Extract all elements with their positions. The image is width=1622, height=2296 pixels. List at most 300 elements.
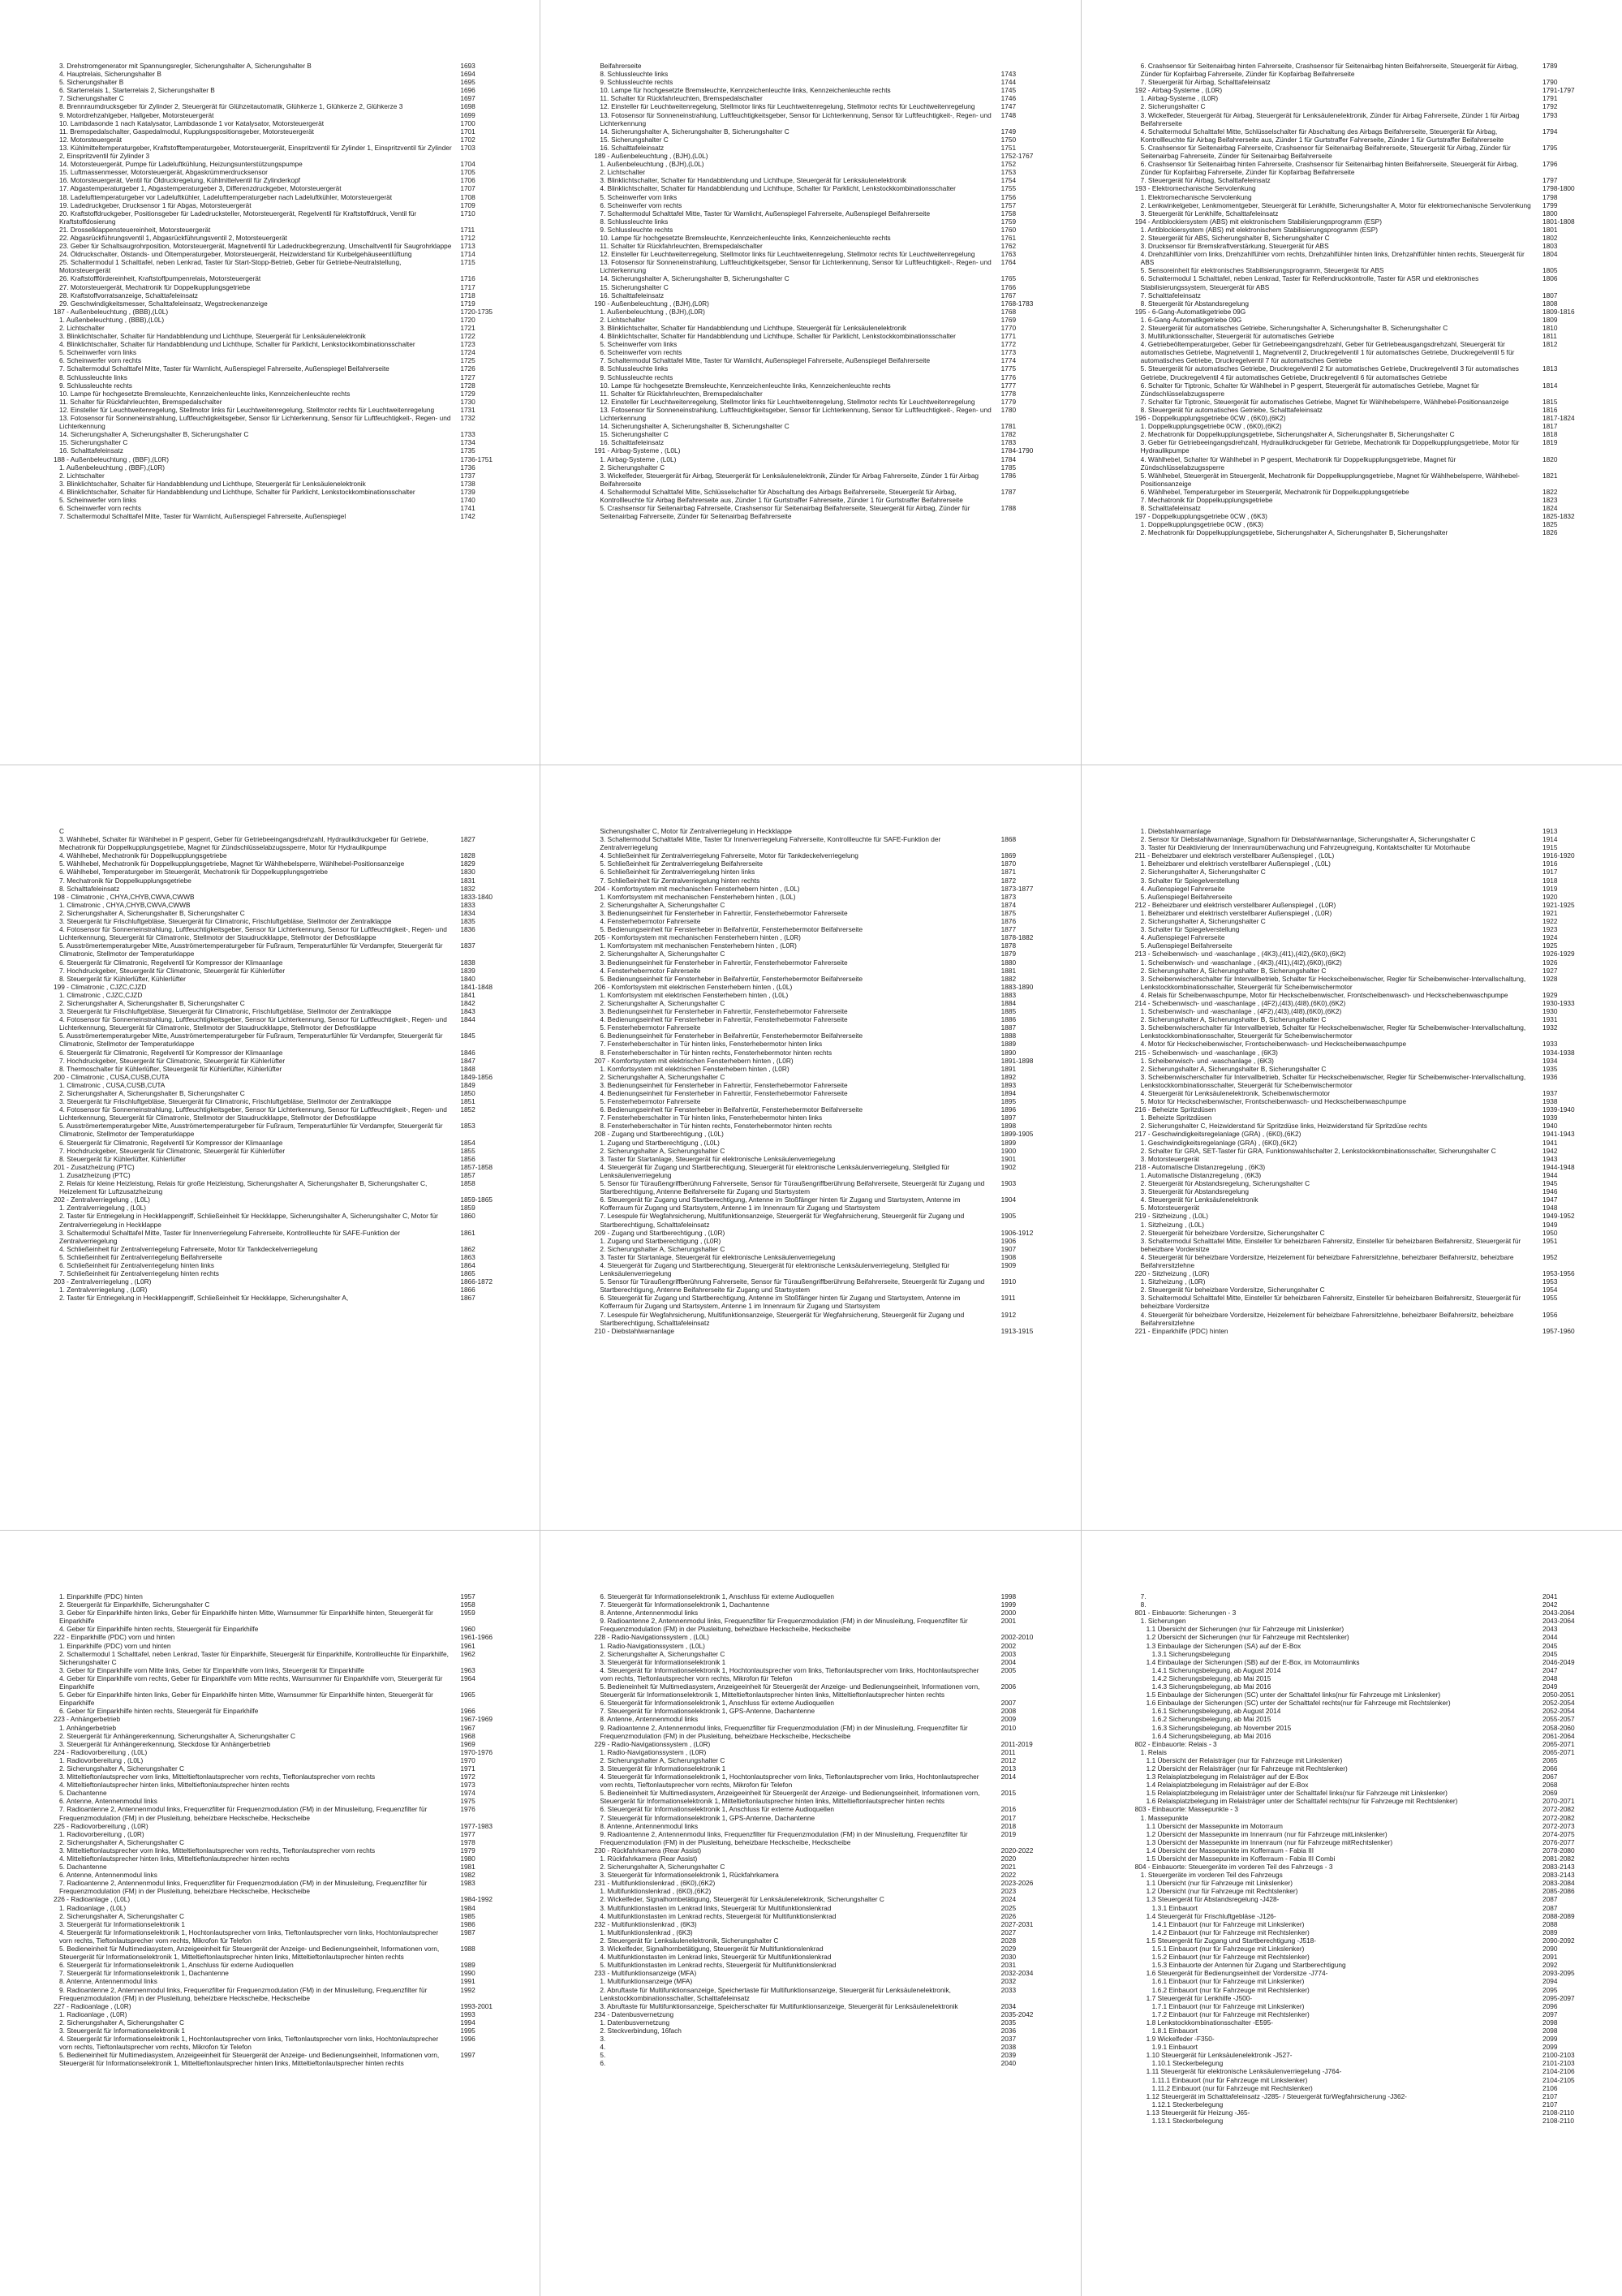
entry-title: 2. Taster für Entriegelung in Heckklappengriff, Schließeinheit für Heckklappe, Sicherungshalter A, Sicherungshalter C, Motor für Zentralverriegelung in Heckklappe bbox=[59, 1212, 438, 1229]
entry-title: 1. Climatronic , CUSA,CUSB,CUTA bbox=[59, 1080, 166, 1089]
entry-title: 3. Geber für Einparkhilfe vorn Mitte links, Geber für Einparkhilfe vorn links, Steuergerät für Einparkhilfe bbox=[59, 1665, 364, 1674]
entry-title: 8. Schalttafeleinsatz bbox=[59, 884, 120, 893]
entry-title: 26. Kraftstofffördereinheit, Kraftstoffpumpenrelais, Motorsteuergerät bbox=[59, 274, 261, 283]
entry-pages: 1912 bbox=[1000, 1310, 1017, 1319]
entry-title: 3. Scheibenwischerschalter für Intervallbetrieb, Schalter für Heckscheibenwischer, Regler für Scheibenwischer-Intervallschaltung, Lenkstockkombinationsschalter, Steuergerät für Scheibenwischermotor bbox=[1140, 1072, 1526, 1089]
entry-title: 16. Schalttafeleinsatz bbox=[600, 143, 665, 152]
index-entry bbox=[594, 348, 1052, 356]
entry-title: 1.7.2 Einbauort (nur für Fahrzeuge mit Rechtslenker) bbox=[1151, 2010, 1310, 2018]
entry-pages: 1809-1816 bbox=[1542, 307, 1575, 316]
index-entry bbox=[54, 1740, 512, 1748]
entry-pages: 1859 bbox=[460, 1204, 475, 1213]
entry-pages: 1955 bbox=[1542, 1294, 1558, 1303]
entry-title: 7. Radioantenne 2, Antennenmodul links, Frequenzfilter für Frequenzmodulation (FM) in der Minusleitung, Frequenzfilter für Frequenzmodulation (FM) in der Plusleitung, beheizbare Heckscheibe, Heckscheibe bbox=[59, 1879, 428, 1896]
entry-pages: 1769 bbox=[1000, 315, 1017, 324]
entry-title: 5. Dachantenne bbox=[59, 1789, 107, 1798]
index-entry bbox=[54, 160, 512, 168]
entry-title: 5. Außenspiegel Beifahrerseite bbox=[1140, 941, 1233, 950]
index-entry bbox=[1135, 455, 1594, 472]
entry-title: 5. Ausströmertemperaturgeber Mitte, Ausströmertemperaturgeber für Fußraum, Temperaturfühler für Verdampfer, Steuergerät für Climatronic, Stellmotor der Temperaturklappe bbox=[59, 1032, 443, 1049]
entry-title: 1.3 Steuergerät für Abstandsregelung -J428- bbox=[1146, 1895, 1280, 1904]
entry-pages: 1963 bbox=[460, 1665, 475, 1674]
index-entry bbox=[594, 925, 1052, 933]
entry-pages: 1819 bbox=[1542, 438, 1558, 447]
entry-title: 5. Sensor für Türaußengriffberührung Fahrerseite, Sensor für Türaußengriffberührung Beifahrerseite, Steuergerät für Zugang und Startberechtigung, Antenne Beifahrerseite für Zugang und Startsystem bbox=[600, 1179, 985, 1196]
entry-pages: 2098 bbox=[1542, 2018, 1558, 2027]
entry-title: 1. Komfortsystem mit mechanischen Fensterhebern hinten , (L0R) bbox=[600, 941, 797, 950]
entry-pages: 1702 bbox=[460, 135, 475, 144]
index-entry bbox=[594, 1707, 1052, 1715]
entry-pages: 1763 bbox=[1000, 250, 1017, 259]
entry-pages: 1943 bbox=[1542, 1154, 1558, 1163]
entry-title: 3. Mitteltieftonlautsprecher vorn links, Mitteltieftonlautsprecher vorn rechts, Tieftonlautsprecher vorn rechts bbox=[59, 1773, 376, 1781]
entry-title: 221 - Einparkhilfe (PDC) hinten bbox=[1134, 1326, 1228, 1335]
index-entry bbox=[594, 463, 1052, 472]
entry-pages: 1812 bbox=[1542, 340, 1558, 349]
index-entries bbox=[1135, 1592, 1594, 2125]
entry-pages: 2088-2089 bbox=[1542, 1911, 1575, 1920]
index-entry bbox=[54, 62, 512, 70]
entry-title: 7. Fensterheberschalter in Tür hinten links, Fensterhebermotor hinten links bbox=[600, 1040, 823, 1049]
entry-pages: 1953-1956 bbox=[1542, 1269, 1575, 1278]
entry-title: 3. Wählhebel, Schalter für Wählhebel in P gesperrt, Geber für Getriebeeingangsdrehzahl, Hydraulikdruckgeber für Getriebe, Mechatronik für Doppelkupplungsgetriebe, Magnet für Zündschlüsselabzugssperre, Motor für Hydraulikpumpe bbox=[59, 835, 428, 852]
entry-title: 226 - Radioanlage , (L0L) bbox=[54, 1895, 131, 1904]
index-entry bbox=[54, 1245, 512, 1253]
index-entry bbox=[54, 2051, 512, 2067]
entry-title: 804 - Einbauorte: Steuergeräte im vorderen Teil des Fahrzeugs - 3 bbox=[1134, 1863, 1333, 1872]
index-entry bbox=[594, 1245, 1052, 1253]
entry-pages: 2108-2110 bbox=[1542, 2117, 1575, 2125]
entry-pages: 1877 bbox=[1000, 925, 1017, 934]
index-entry bbox=[54, 438, 512, 446]
index-entry bbox=[54, 2027, 512, 2035]
entry-title: 1. Elektromechanische Servolenkung bbox=[1140, 192, 1252, 201]
entry-title: 4. Multifunktionstasten im Lenkrad links, Steuergerät für Multifunktionslenkrad bbox=[600, 1953, 832, 1962]
entry-title: 1. Massepunkte bbox=[1140, 1813, 1189, 1822]
entry-pages: 1853 bbox=[460, 1122, 475, 1131]
entry-title: 3. Schaltermodul Schalttafel Mitte, Taster für Innenverriegelung Fahrerseite, Kontrollleuchte für SAFE-Funktion der Zentralverriegelung bbox=[59, 1228, 400, 1245]
entry-title: 16. Schalttafeleinsatz bbox=[59, 446, 123, 455]
index-entry bbox=[594, 1863, 1052, 1871]
index-entry bbox=[594, 1650, 1052, 1658]
entry-title: 8. Steuergerät für Kühlerlüfter, Kühlerlüfter bbox=[59, 1154, 186, 1163]
index-entry bbox=[54, 1764, 512, 1773]
index-entry bbox=[1135, 1179, 1594, 1187]
entry-title: 5. Scheinwerfer vorn links bbox=[600, 340, 678, 349]
entry-title: 10. Lambdasonde 1 nach Katalysator, Lambdasonde 1 vor Katalysator, Motorsteuergerät bbox=[59, 118, 325, 127]
entry-title: 8. Schlussleuchte links bbox=[59, 373, 127, 381]
index-entry bbox=[54, 1846, 512, 1854]
entry-title: 8. Schlussleuchte links bbox=[600, 217, 669, 226]
entry-title: 1.6.2 Sicherungsbelegung, ab Mai 2015 bbox=[1151, 1715, 1271, 1724]
entry-title: 5. Dachantenne bbox=[59, 1863, 107, 1872]
entry-title: 231 - Multifunktionslenkrad , (6K0),(6K2) bbox=[594, 1879, 716, 1888]
index-entries bbox=[594, 62, 1052, 520]
entry-pages: 1830 bbox=[460, 868, 475, 877]
entry-title: 5. Scheinwerfer vorn links bbox=[600, 192, 678, 201]
entry-pages: 2083-2143 bbox=[1542, 1863, 1575, 1872]
entry-pages: 1883 bbox=[1000, 990, 1017, 999]
entry-title: 4. Steuergerät für Informationselektronik 1, Hochtonlautsprecher vorn links, Tieftonlautsprecher vorn links, Hochtonlautsprecher vorn rechts, Tieftonlautsprecher vorn rechts, Mikrofon für Telefon bbox=[600, 1773, 979, 1790]
index-entry bbox=[1135, 234, 1594, 242]
entry-pages: 1888 bbox=[1000, 1032, 1017, 1040]
entry-title: 206 - Komfortsystem mit elektrischen Fensterhebern hinten , (L0L) bbox=[594, 982, 793, 991]
entry-title: 13. Fotosensor für Sonneneinstrahlung, Luftfeuchtigkeitsgeber, Sensor für Lichterkennung, Sensor für Luftfeuchtigkeit-, Regen- und Lichterkennung bbox=[600, 110, 992, 127]
entry-pages: 1893 bbox=[1000, 1080, 1017, 1089]
index-entry bbox=[54, 893, 512, 901]
index-entry bbox=[54, 324, 512, 332]
entry-title: 3. Steuergerät für Abstandsregelung bbox=[1140, 1187, 1249, 1196]
index-entry bbox=[54, 925, 512, 941]
index-entry bbox=[594, 1097, 1052, 1105]
index-entry bbox=[594, 176, 1052, 184]
index-entry bbox=[54, 274, 512, 282]
entry-title: 24. Öldruckschalter, Ölstands- und Öltemperaturgeber, Motorsteuergerät, Heizwiderstand für Kurbelgehäuseentlüftung bbox=[59, 250, 412, 259]
entry-pages: 1961 bbox=[460, 1641, 475, 1650]
entry-pages: 2052-2054 bbox=[1542, 1699, 1575, 1708]
entry-title: 9. Motordrehzahlgeber, Hallgeber, Motorsteuergerät bbox=[59, 110, 214, 119]
entry-pages: 1940 bbox=[1542, 1122, 1558, 1131]
entry-pages: 2014 bbox=[1000, 1773, 1017, 1781]
entry-title: 2. Steuergerät für automatisches Getriebe, Sicherungshalter A, Sicherungshalter B, Sicherungshalter C bbox=[1140, 324, 1448, 332]
entry-pages: 2034 bbox=[1000, 2001, 1017, 2010]
entry-title: 6. Schalter für Tiptronic, Schalter für Wählhebel in P gesperrt, Steuergerät für automatisches Getriebe, Magnet für Zündschlüsselabzugssperre bbox=[1140, 381, 1479, 398]
index-entry bbox=[1135, 1139, 1594, 1147]
entry-title: 2. Sicherungshalter C, Heizwiderstand für Spritzdüse links, Heizwiderstand für Spritzdüse rechts bbox=[1140, 1122, 1427, 1131]
entry-pages: 1732 bbox=[460, 414, 475, 423]
entry-pages: 1973 bbox=[460, 1781, 475, 1790]
index-entry bbox=[1135, 1057, 1594, 1065]
entry-title: 4. Hauptrelais, Sicherungshalter B bbox=[59, 70, 161, 79]
entry-title: 11. Schalter für Rückfahrleuchten, Bremspedalschalter bbox=[59, 397, 222, 406]
entry-title: 2. Steuergerät für beheizbare Vordersitze, Sicherungshalter C bbox=[1140, 1228, 1325, 1237]
entry-title: 4. Steuergerät für beheizbare Vordersitze, Heizelement für beheizbare Fahrersitzlehne, beheizbarer Beifahrersitz, beheizbare Beifahrersitzlehne bbox=[1140, 1252, 1514, 1269]
entry-pages: 1975 bbox=[460, 1797, 475, 1806]
entry-pages: 2095 bbox=[1542, 1985, 1558, 1994]
entry-title: 803 - Einbauorte: Massepunkte - 3 bbox=[1134, 1805, 1238, 1814]
entry-title: 3. Abruftaste für Multifunktionsanzeige, Speicherschalter für Multifunktionsanzeige, Steuergerät für Lenksäulenelektronik bbox=[600, 2001, 958, 2010]
entry-pages: 1710 bbox=[460, 209, 475, 218]
entry-title: 2. Steuergerät für Einparkhilfe, Sicherungshalter C bbox=[59, 1600, 210, 1609]
index-entry bbox=[594, 999, 1052, 1007]
entry-pages: 1805 bbox=[1542, 266, 1558, 275]
entry-title: 10. Lampe für hochgesetzte Bremsleuchte, Kennzeichenleuchte links, Kennzeichenleuchte rechts bbox=[600, 381, 891, 390]
entry-pages: 1740 bbox=[460, 495, 475, 504]
entry-pages: 1696 bbox=[460, 86, 475, 95]
entry-pages: 2094 bbox=[1542, 1977, 1558, 1986]
index-page-2 bbox=[540, 0, 1081, 765]
entry-pages: 1866-1872 bbox=[460, 1277, 493, 1286]
index-entry bbox=[594, 398, 1052, 406]
entry-pages: 1995 bbox=[460, 2026, 475, 2035]
entry-pages: 2023-2026 bbox=[1000, 1879, 1034, 1888]
entry-pages: 2061-2064 bbox=[1542, 1731, 1575, 1740]
entry-title: 6. Steuergerät für Informationselektronik 1, Anschluss für externe Audioquellen bbox=[600, 1592, 835, 1600]
entry-pages: 1935 bbox=[1542, 1064, 1558, 1073]
entry-title: 4. Drehzahlfühler vorn links, Drehzahlfühler vorn rechts, Drehzahlfühler hinten links, Drehzahlfühler hinten rechts, Steuergerät für ABS bbox=[1140, 250, 1525, 267]
index-entry bbox=[54, 1904, 512, 1912]
entry-title: 1. Radio-Navigationssystem , (L0R) bbox=[600, 1747, 707, 1756]
entry-pages: 2055-2057 bbox=[1542, 1715, 1575, 1724]
entry-pages: 1922 bbox=[1542, 917, 1558, 926]
index-entry bbox=[1135, 917, 1594, 925]
entry-title: 1.4.3 Sicherungsbelegung, ab Mai 2016 bbox=[1151, 1682, 1271, 1691]
index-entry bbox=[594, 1895, 1052, 1903]
entry-title: 218 - Automatische Distanzregelung , (6K3) bbox=[1134, 1162, 1266, 1171]
index-entry bbox=[594, 1822, 1052, 1830]
index-entry bbox=[1135, 893, 1594, 901]
index-entry bbox=[594, 859, 1052, 868]
entry-title: 230 - Rückfahrkamera (Rear Assist) bbox=[594, 1846, 702, 1854]
index-entry bbox=[594, 242, 1052, 250]
index-entry bbox=[594, 356, 1052, 364]
entry-title: 1. Zentralverriegelung , (L0L) bbox=[59, 1204, 146, 1213]
entry-pages: 2083-2143 bbox=[1542, 1871, 1575, 1880]
entry-title: 229 - Radio-Navigationssystem , (L0R) bbox=[594, 1739, 711, 1748]
entry-pages: 2010 bbox=[1000, 1723, 1017, 1732]
entry-title: 8. Antenne, Antennenmodul links bbox=[600, 1821, 699, 1830]
entry-pages: 1994 bbox=[460, 2018, 475, 2027]
entry-title: 2. Relais für kleine Heizleistung, Relais für große Heizleistung, Sicherungshalter A, Sicherungshalter B, Sicherungshalter C, Heizelement für Luftzusatzheizung bbox=[59, 1179, 428, 1196]
index-entry bbox=[1135, 324, 1594, 332]
index-entry bbox=[54, 851, 512, 859]
index-entry bbox=[594, 1715, 1052, 1723]
index-entry bbox=[54, 2002, 512, 2010]
entry-title: 25. Schaltermodul 1 Schalttafel, neben Lenkrad, Taster für Start-Stopp-Betrieb, Geber für Getriebe-Neutralstellung, Motorsteuergerät bbox=[59, 258, 402, 275]
index-entry bbox=[1135, 877, 1594, 885]
index-entry bbox=[594, 1756, 1052, 1764]
index-entry bbox=[54, 299, 512, 308]
entry-title: 2. Sicherungshalter A, Sicherungshalter B, Sicherungshalter C bbox=[1140, 1064, 1327, 1073]
entry-title: 21. Drosselklappensteuereinheit, Motorsteuergerät bbox=[59, 225, 211, 234]
entry-pages: 1900 bbox=[1000, 1146, 1017, 1155]
entry-pages: 1701 bbox=[460, 127, 475, 136]
entry-pages: 1714 bbox=[460, 250, 475, 259]
entry-pages: 1908 bbox=[1000, 1252, 1017, 1261]
index-entry bbox=[594, 209, 1052, 218]
index-entry bbox=[594, 901, 1052, 909]
entry-pages: 1815 bbox=[1542, 397, 1558, 406]
entry-title: 8. Antenne, Antennenmodul links bbox=[59, 1977, 157, 1986]
index-entry bbox=[1135, 1822, 1594, 1830]
entry-pages: 1887 bbox=[1000, 1023, 1017, 1032]
index-entry bbox=[1135, 111, 1594, 127]
index-entry bbox=[594, 1969, 1052, 1977]
entry-title: 1.6 Steuergerät für Bedienungseinheit der Vordersitze -J774- bbox=[1146, 1969, 1328, 1978]
entry-title: 4. Steuergerät für Zugang und Startberechtigung, Steuergerät für elektronische Lenksäulenverriegelung, Stellglied für Lenksäulenverriegelung bbox=[600, 1260, 950, 1278]
entry-title: 7. Hochdruckgeber, Steuergerät für Climatronic, Steuergerät für Kühlerlüfter bbox=[59, 1146, 286, 1155]
entry-pages: 1794 bbox=[1542, 127, 1558, 136]
entry-title: 6. bbox=[600, 2059, 606, 2068]
index-entry bbox=[594, 1163, 1052, 1179]
entry-pages: 1736-1751 bbox=[460, 454, 493, 463]
entry-pages: 1938 bbox=[1542, 1097, 1558, 1106]
entry-pages: 1917 bbox=[1542, 868, 1558, 877]
entry-title: 16. Motorsteuergerät, Ventil für Öldruckregelung, Kühlmittelventil für Zylinderkopf bbox=[59, 176, 300, 185]
entry-title: 4. Außenspiegel Fahrerseite bbox=[1140, 933, 1225, 942]
entry-pages: 1861 bbox=[460, 1228, 475, 1237]
entry-pages: 1785 bbox=[1000, 463, 1017, 472]
index-entry bbox=[1135, 1724, 1594, 1732]
entry-title: 5. Steuergerät für automatisches Getriebe, Druckregelventil 2 für automatisches Getriebe, Druckregelventil 3 für automatisches Getriebe, Druckregelventil 4 für automatisches Getriebe, Druckregelventil 6 für automatisches Getriebe bbox=[1140, 364, 1519, 381]
index-entry bbox=[1135, 2100, 1594, 2109]
entry-title: 5. Crashsensor für Seitenairbag Fahrerseite, Crashsensor für Seitenairbag Beifahrerseite, Steuergerät für Airbag, Zünder für Seitenairbag Fahrerseite, Zünder für Seitenairbag Beifahrerseite bbox=[600, 504, 970, 521]
index-entry bbox=[54, 78, 512, 86]
entry-pages: 1738 bbox=[460, 479, 475, 488]
entry-title: 3. Blinklichtschalter, Schalter für Handabblendung und Lichthupe, Steuergerät für Lenksäulenelektronik bbox=[59, 479, 366, 488]
entry-pages: 1810 bbox=[1542, 324, 1558, 332]
entry-title: 3. Wickelfeder, Steuergerät für Airbag, Steuergerät für Lenksäulenelektronik, Zünder für Airbag Fahrerseite, Zünder 1 für Airbag Beifahrerseite bbox=[1140, 110, 1520, 127]
entry-pages: 1752 bbox=[1000, 160, 1017, 169]
index-page-5 bbox=[540, 765, 1081, 1531]
entry-pages: 1982 bbox=[460, 1871, 475, 1880]
entry-pages: 1906-1912 bbox=[1000, 1228, 1034, 1237]
index-entry bbox=[54, 917, 512, 925]
index-entry bbox=[594, 1057, 1052, 1065]
entry-pages: 1731 bbox=[460, 405, 475, 414]
entry-pages: 1881 bbox=[1000, 966, 1017, 975]
entry-pages: 2072-2082 bbox=[1542, 1805, 1575, 1814]
entry-pages: 1728 bbox=[460, 381, 475, 390]
index-entry bbox=[1135, 909, 1594, 917]
entry-title: 12. Einsteller für Leuchtweitenregelung, Stellmotor links für Leuchtweitenregelung, Stellmotor rechts für Leuchtweitenregelung bbox=[600, 397, 975, 406]
entry-pages: 1929 bbox=[1542, 990, 1558, 999]
entry-pages: 1852 bbox=[460, 1105, 475, 1114]
entry-pages: 1788 bbox=[1000, 504, 1017, 513]
entry-title: 2. Sensor für Diebstahlwarnanlage, Signalhorn für Diebstahlwarnanlage, Sicherungshalter A, Sicherungshalter C bbox=[1140, 835, 1476, 844]
entry-title: 4. Mitteltieftonlautsprecher hinten links, Mitteltieftonlautsprecher hinten rechts bbox=[59, 1854, 290, 1863]
entry-pages: 2043-2064 bbox=[1542, 1617, 1575, 1626]
index-entry bbox=[594, 1294, 1052, 1310]
entry-pages: 1784-1790 bbox=[1000, 446, 1034, 455]
index-entry bbox=[594, 1658, 1052, 1666]
index-entry bbox=[1135, 1040, 1594, 1048]
entry-pages: 1768-1783 bbox=[1000, 299, 1034, 308]
entry-title: 8. Schlussleuchte links bbox=[600, 70, 669, 79]
entry-title: 9. Schlussleuchte rechts bbox=[600, 225, 673, 234]
entry-title: 4. Steuergerät für Lenksäulenelektronik bbox=[1140, 1195, 1258, 1204]
entry-pages: 1792 bbox=[1542, 102, 1558, 111]
entry-pages: 1939 bbox=[1542, 1114, 1558, 1122]
index-entry bbox=[1135, 1171, 1594, 1179]
entry-pages: 2027-2031 bbox=[1000, 1919, 1034, 1928]
entry-pages: 1707 bbox=[460, 184, 475, 193]
index-entry bbox=[1135, 176, 1594, 184]
index-entry bbox=[54, 1691, 512, 1707]
entry-title: 1. Sicherungen bbox=[1140, 1617, 1186, 1626]
entry-pages: 1816 bbox=[1542, 405, 1558, 414]
entry-title: 4. Fensterhebermotor Fahrerseite bbox=[600, 966, 701, 975]
entry-title: 3. Drucksensor für Bremskraftverstärkung, Steuergerät für ABS bbox=[1140, 242, 1329, 251]
entry-pages: 1970 bbox=[460, 1755, 475, 1764]
index-entries bbox=[54, 827, 512, 1302]
entry-title: 6. Steuergerät für Climatronic, Regelventil für Kompressor der Klimaanlage bbox=[59, 1138, 283, 1147]
index-entry bbox=[594, 1936, 1052, 1945]
entry-pages: 1895 bbox=[1000, 1097, 1017, 1106]
entry-title: 1. Außenbeleuchtung , (BJH),(L0L) bbox=[600, 160, 704, 169]
entry-pages: 1937 bbox=[1542, 1089, 1558, 1097]
entry-pages: 1986 bbox=[460, 1919, 475, 1928]
entry-title: 15. Sicherungshalter C bbox=[600, 282, 669, 291]
entry-pages: 2090-2092 bbox=[1542, 1936, 1575, 1945]
index-entry bbox=[594, 1179, 1052, 1195]
entry-title: 9. Radioantenne 2, Antennenmodul links, Frequenzfilter für Frequenzmodulation (FM) in der Minusleitung, Frequenzfilter für Frequenzmodulation (FM) in der Plusleitung, beheizbare Heckscheibe, Heckscheibe bbox=[600, 1829, 968, 1846]
entry-pages: 1948 bbox=[1542, 1204, 1558, 1213]
entry-pages: 1799 bbox=[1542, 200, 1558, 209]
entry-pages: 2065-2071 bbox=[1542, 1739, 1575, 1748]
index-entry bbox=[54, 1715, 512, 1723]
index-entry bbox=[594, 1773, 1052, 1789]
entry-pages: 1928 bbox=[1542, 974, 1558, 983]
entry-title: 3. Wickelfeder, Signalhornbetätigung, Steuergerät für Multifunktionslenkrad bbox=[600, 1945, 824, 1954]
index-entry bbox=[54, 1666, 512, 1674]
entry-title: 17. Abgastemperaturgeber 1, Abgastemperaturgeber 3, Differenzdruckgeber, Motorsteuergerät bbox=[59, 184, 342, 193]
entry-pages: 2101-2103 bbox=[1542, 2059, 1575, 2068]
entry-title: 200 - Climatronic , CUSA,CUSB,CUTA bbox=[54, 1072, 170, 1081]
entry-pages: 2040 bbox=[1000, 2059, 1017, 2068]
index-entry bbox=[54, 1212, 512, 1228]
index-entry bbox=[54, 308, 512, 316]
entry-title: 2. Mechatronik für Doppelkupplungsgetriebe, Sicherungshalter A, Sicherungshalter B, Sicherungshalter bbox=[1140, 528, 1448, 537]
entry-title: 5. Motor für Heckscheibenwischer, Frontscheibenwasch- und Heckscheibenwaschpumpe bbox=[1140, 1097, 1407, 1106]
entry-pages: 1993 bbox=[460, 2010, 475, 2018]
index-entry bbox=[1135, 1715, 1594, 1723]
entry-title: 7. Schaltermodul Schalttafel Mitte, Taster für Warnlicht, Außenspiegel Fahrerseite, Außenspiegel Beifahrerseite bbox=[600, 356, 931, 365]
entry-title: 1. Komfortsystem mit elektrischen Fensterhebern hinten , (L0R) bbox=[600, 1064, 789, 1073]
entry-pages: 1765 bbox=[1000, 274, 1017, 283]
entry-title: 6. Steuergerät für Zugang und Startberechtigung, Antenne im Stoßfänger hinten für Zugang und Startsystem, Antenne im Kofferraum für Zugang und Startsystem, Antenne 1 im Innenraum für Zugang und Startsystem bbox=[600, 1294, 961, 1311]
entry-title: 1.1 Übersicht der Sicherungen (nur für Fahrzeuge mit Linkslenker) bbox=[1146, 1625, 1344, 1634]
entry-pages: 1838 bbox=[460, 958, 475, 967]
index-entry bbox=[54, 1163, 512, 1171]
index-entry bbox=[54, 1032, 512, 1048]
index-entry bbox=[594, 422, 1052, 430]
entry-pages: 1980 bbox=[460, 1854, 475, 1863]
index-entry bbox=[1135, 422, 1594, 430]
index-entry bbox=[594, 1105, 1052, 1114]
entry-title: 8. Schalttafeleinsatz bbox=[1140, 504, 1201, 513]
entry-title: 5. Ausströmertemperaturgeber Mitte, Ausströmertemperaturgeber für Fußraum, Temperaturfühler für Verdampfer, Steuergerät für Climatronic, Stellmotor der Temperaturklappe bbox=[59, 941, 443, 958]
entry-pages: 1822 bbox=[1542, 487, 1558, 496]
index-entry bbox=[54, 226, 512, 234]
entry-title: 3. Bedienungseinheit für Fensterheber in Fahrertür, Fensterhebermotor Fahrerseite bbox=[600, 908, 848, 917]
entry-pages: 2099 bbox=[1542, 2035, 1558, 2044]
index-entry bbox=[54, 1838, 512, 1846]
entry-pages: 1848 bbox=[460, 1064, 475, 1073]
entry-title: Sicherungshalter C, Motor für Zentralverriegelung in Heckklappe bbox=[600, 827, 792, 835]
entry-pages: 1802 bbox=[1542, 233, 1558, 242]
entry-pages: 1936 bbox=[1542, 1072, 1558, 1081]
index-entry bbox=[54, 446, 512, 454]
entry-pages: 1889 bbox=[1000, 1040, 1017, 1049]
index-entry bbox=[1135, 1691, 1594, 1699]
entry-title: 1.4.2 Sicherungsbelegung, ab Mai 2015 bbox=[1151, 1674, 1271, 1682]
index-entry bbox=[594, 983, 1052, 991]
entry-title: 3. Schalter für Spiegelverstellung bbox=[1140, 876, 1240, 885]
index-entry bbox=[594, 1871, 1052, 1879]
index-entry bbox=[1135, 1065, 1594, 1073]
entry-title: 7. Steuergerät für Informationselektronik 1, Dachantenne bbox=[600, 1600, 770, 1609]
entry-pages: 1974 bbox=[460, 1789, 475, 1798]
entry-pages: 1729 bbox=[460, 389, 475, 398]
entry-pages: 2032 bbox=[1000, 1977, 1017, 1986]
entry-title: 1.4 Steuergerät für Frischluftgebläse -J126- bbox=[1146, 1911, 1276, 1920]
index-entry bbox=[1135, 1642, 1594, 1650]
entry-pages: 1947 bbox=[1542, 1195, 1558, 1204]
index-entry bbox=[1135, 2092, 1594, 2100]
entry-title: 197 - Doppelkupplungsgetriebe 0CW , (6K3) bbox=[1134, 512, 1267, 521]
entry-pages: 2088 bbox=[1542, 1919, 1558, 1928]
